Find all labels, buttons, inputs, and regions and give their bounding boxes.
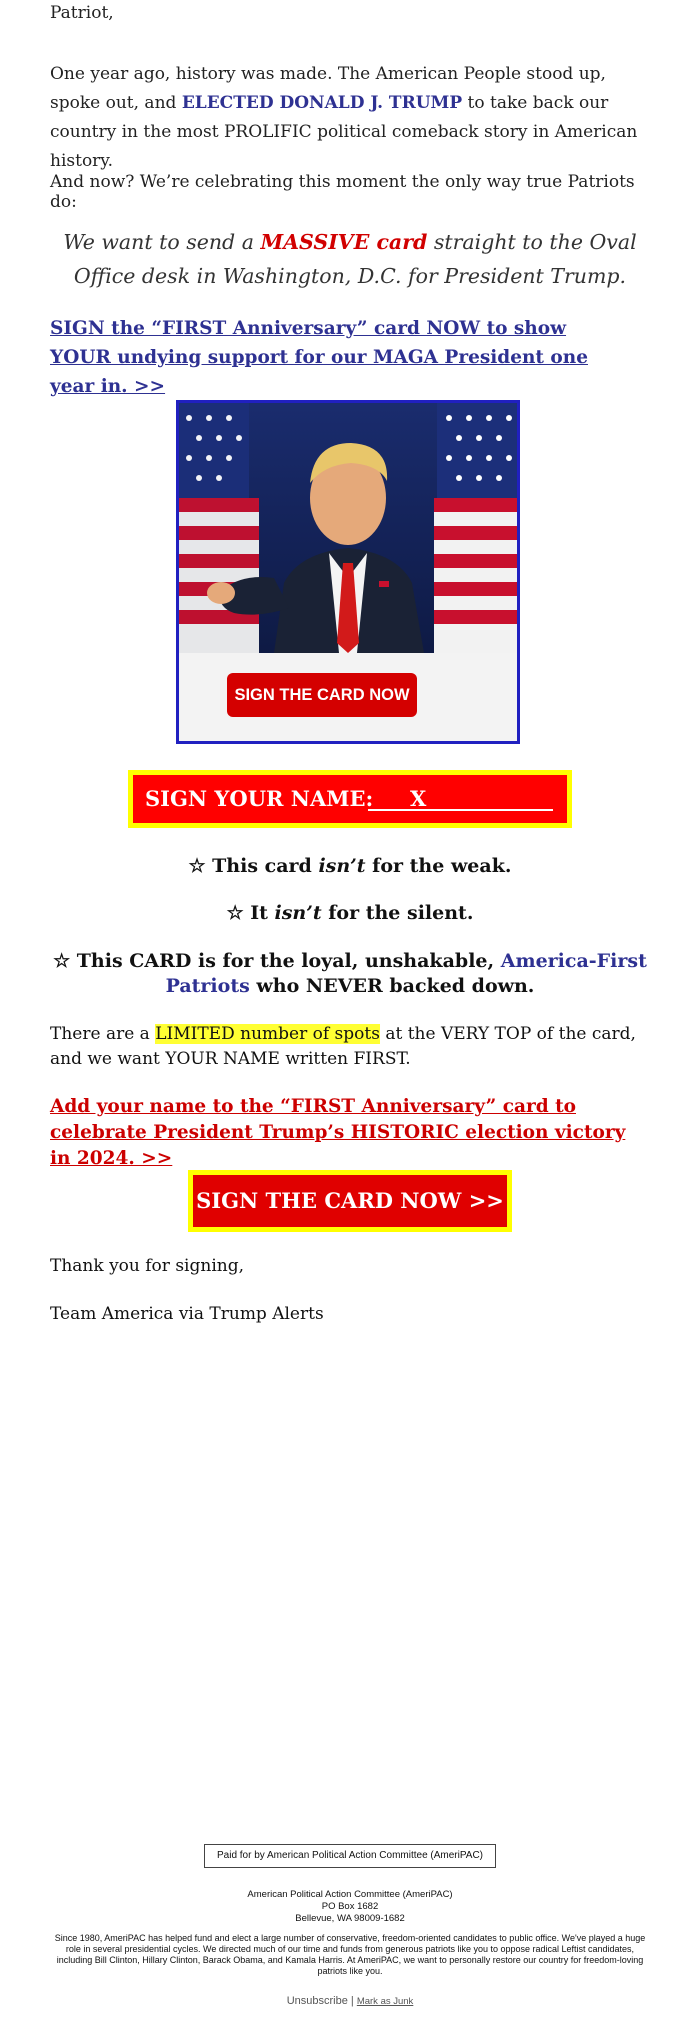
sign-your-name-box[interactable] xyxy=(128,770,572,828)
intro-emphasis: ELECTED DONALD J. TRUMP xyxy=(181,93,463,113)
bullet-weak xyxy=(50,855,650,877)
bullet-silent xyxy=(50,902,650,924)
bullet-silent-emphasis: isn’t xyxy=(274,902,322,924)
intro-paragraph xyxy=(50,60,650,176)
bullet-loyal xyxy=(50,949,650,999)
hero-banner[interactable] xyxy=(176,400,520,744)
bullet-weak-text-2: for the weak. xyxy=(365,855,512,877)
bullet-silent-text-2: for the silent. xyxy=(321,902,474,924)
bullet-weak-emphasis: isn’t xyxy=(318,855,366,877)
bullet-loyal-blue: America-First Patriots xyxy=(165,950,647,997)
org-po-box: PO Box 1682 xyxy=(321,1901,379,1912)
quote-emphasis: MASSIVE card xyxy=(260,230,428,254)
bullet-loyal-text-1: ☆ This CARD is for the loyal, unshakable, xyxy=(53,950,501,972)
and-now-paragraph: And now? We’re celebrating this moment the only way true Patriots do: xyxy=(50,172,635,212)
intro-text-1: One year ago, history was made. The American People stood up, spoke out, and xyxy=(50,64,606,113)
org-name: American Political Action Committee (AmeriPAC) xyxy=(247,1889,453,1900)
greeting: Patriot, xyxy=(50,3,114,23)
limited-highlight: LIMITED number of spots xyxy=(155,1024,380,1044)
org-city: Bellevue, WA 98009-1682 xyxy=(295,1913,405,1924)
flag-left xyxy=(179,403,259,653)
paid-for-box: Paid for by American Political Action Committee (AmeriPAC) xyxy=(204,1844,496,1868)
hero-button-area xyxy=(179,653,517,744)
limited-text-1: There are a xyxy=(50,1024,156,1044)
hero-sign-button[interactable]: SIGN THE CARD NOW xyxy=(227,673,417,717)
sign-card-cta-button[interactable]: SIGN THE CARD NOW >> xyxy=(188,1170,512,1232)
trump-photo xyxy=(179,403,517,653)
footer-links xyxy=(0,1995,700,2007)
intro-text-2: to take back our country in the most PROLIFIC political comeback story in American history. xyxy=(50,93,638,171)
quote-text-1: We want to send a xyxy=(63,230,261,254)
bullet-weak-text-1: ☆ This card xyxy=(188,855,319,877)
bullet-silent-text-1: ☆ It xyxy=(226,902,275,924)
sign-card-link[interactable]: SIGN the “FIRST Anniversary” card NOW to show YOUR undying support for our MAGA President one year in. >> xyxy=(50,318,588,397)
thanks-text: Thank you for signing, xyxy=(50,1256,244,1276)
flag-right xyxy=(434,403,517,653)
signature-text: Team America via Trump Alerts xyxy=(50,1304,324,1324)
footer-separator: | xyxy=(350,1995,354,2007)
org-address xyxy=(0,1889,700,1925)
bullet-loyal-text-2: who NEVER backed down. xyxy=(249,975,535,997)
signature-mark: X xyxy=(410,786,427,811)
quote-text-2: straight to the Oval Office desk in Washington, D.C. for President Trump. xyxy=(73,230,637,288)
limited-paragraph xyxy=(50,1022,650,1072)
limited-text-2: at the VERY TOP of the card, and we want YOUR NAME written FIRST. xyxy=(50,1024,636,1069)
quote-paragraph xyxy=(50,225,650,293)
add-name-link[interactable]: Add your name to the “FIRST Anniversary” card to celebrate President Trump’s HISTORIC election victory in 2024. >> xyxy=(50,1096,626,1169)
sign-your-name-label: SIGN YOUR NAME: xyxy=(145,786,374,811)
mark-as-junk-link[interactable]: Mark as Junk xyxy=(356,1996,414,2007)
signature-line xyxy=(368,809,553,811)
org-about: Since 1980, AmeriPAC has helped fund and elect a large number of conservative, freedom-oriented candidates to public office. We've played a huge role in several presidential cycles. We directed much of our time and funds from generous patriots like you to oppose radical Leftist candidates, including Bill Clinton, Hillary Clinton, Barack Obama, and Kamala Harris. At AmeriPAC, we want to personally restore our country for freedom-loving patriots like you. xyxy=(54,1933,646,1976)
unsubscribe-link[interactable]: Unsubscribe xyxy=(286,1995,348,2007)
